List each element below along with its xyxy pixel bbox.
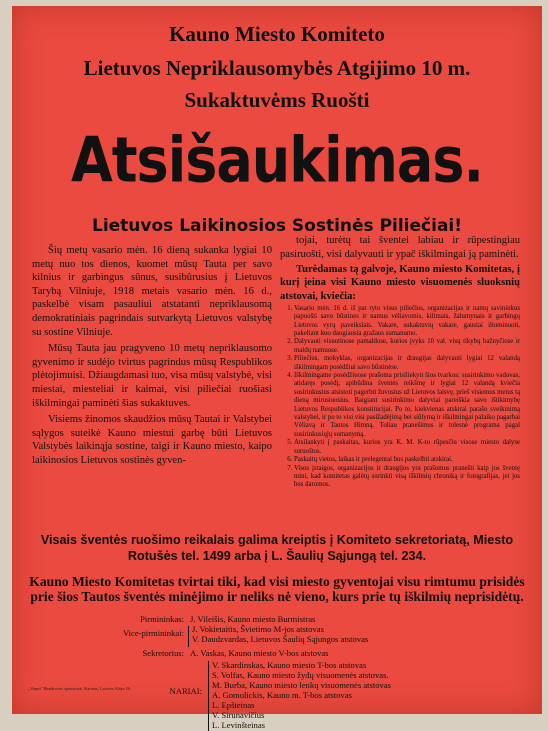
vice-chair-1: J. Vokietaitis, Švietimo M-jos atstovas: [192, 624, 324, 634]
member-item: L. Levinšteinas: [212, 720, 265, 730]
member-item: V. Skardinskas, Kauno miesto T-bos atstovas: [212, 660, 367, 670]
list-item: 3. Piliečius, mokyklas, organizacijas ir draugijas dalyvauti lygiai 12 valandą iškilmingam posėdžiui savo būstinėse.: [294, 355, 520, 372]
list-item: 2. Dalyvauti visuotinose pamaldose, kurios įvyks 10 val. visų tikybų bažnyčiose ir maldų namuose.: [294, 338, 520, 355]
member-item: M. Burba, Kauno miesto lenkų visuomenės atstovas: [212, 680, 392, 690]
members-label: NARIAI:: [169, 686, 202, 696]
list-item: 7. Visos įstaigos, organizacijos ir draugijos yra prašomos pranešti kaip jos šventę mini, kad komitetas galėtų surinkti visą iškilmių chroniką ir fotografijas, jei jos bus daromos.: [294, 465, 520, 490]
right-paragraph-1: tojai, turėtų tai šventei labiau ir rūpestingiau pasiruošti, visi dalyvauti ir ypač iškilmingai ją paminėti.: [280, 235, 520, 260]
chair-label: Pirmininkas:: [140, 614, 184, 624]
list-item: 5. Atsilankyti į paskaitas, kurios yra K. M. K-to rūpesčiu visose miesto dalyse suruoštos.: [294, 439, 520, 456]
contact-info: Visais šventės ruošimo reikalais galima kreiptis į Komiteto sekretoriatą, Miesto Rotušės tel. 1499 arba į L. Šaulių Sąjungą tel. 234.: [40, 533, 514, 563]
vice-bracket: [188, 626, 189, 647]
right-column: [280, 234, 520, 490]
header-line-3: Sukaktuvėms Ruošti: [184, 88, 370, 112]
poster-sheet: [12, 6, 542, 730]
header-line-1: Kauno Miesto Komiteto: [169, 22, 385, 46]
secretary-name: A. Vaskas, Kauno miesto V-bos atstovas: [190, 648, 329, 658]
members-bracket: [208, 661, 209, 731]
left-paragraph-2: Mūsų Tauta jau pragyveno 10 metų nepriklausomo gyvenimo ir sudėjo tvirtus pagrindus mūsų Respublikos plėtojimuisi. Džiaugdamasi tuo, visa mūsų valstybė, visi miestai, miesteliai ir kaimai, visi piliečiai ruošiasi iškilmingai paminėti šias sukaktuves.: [32, 343, 272, 409]
header-line-2: Lietuvos Nepriklausomybės Atgijimo 10 m.: [83, 56, 471, 80]
appeal-list: [280, 305, 520, 490]
list-item: 4. Iškilmingame posėdžiuose prašoma prisiliekyti šios tvarkos: susirinkimo vadovas, atidaręs posėdį, apibūdina šventės reikšmę ir lygiai 12 valandą kviečia susirinkusius atsistoti pagerbti žuvusius už Lietuvos laisvę, prieš visiemus metus tą dieną mirusiuosius. Baigiant susirinkimo dalyviai pareiškia savo ištikimybę Lietuvos Respublikos konstitucijai. Po to, kiekvienas atskirai parašo sveikinimą valstybei, ir po to visi visi pasižadėjimą bei siūlymą ir iškilmingai palaiko pagarbai Vėliavą ir Tautos Himną. Toliau pranešimus ir tolesnė programa pagal susirinkusiųjų sumanymą.: [294, 372, 520, 439]
printer-imprint: „Varpo" Bendrovės spaustuvė, Kaunas, Laisvės Alėja 26.: [28, 686, 131, 691]
left-column: [32, 244, 272, 468]
list-item: 1. Vasario mėn. 16 d. iš pat ryto visus piliečius, organizacijas ir namų savininkus papuošti savo būstines ir namus vėliavomis, kilimais, žalumynais ir garbingų Lietuvos vyrų paveikslais. Vakare, sukaktuvių vakare, gausiai iliuminuoti, pakeliant kuo daugiausia gražaus sumanumo.: [294, 305, 520, 339]
member-item: A. Gomolickis, Kauno m. T-bos atstovas: [212, 690, 352, 700]
secretary-label: Sekretorius:: [142, 648, 184, 658]
poster-title: Atsišaukimas.: [70, 124, 484, 197]
closing-statement: Kauno Miesto Komitetas tvirtai tiki, kad visi miesto gyventojai visu rimtumu prisidės prie šios Tautos šventės minėjimo ir neliks nė vieno, kurs prie tų iškilmių neprisidėtų.: [29, 574, 525, 604]
list-item: 6. Paskaitų vietos, laikas ir prelegentai bus paskelbti atskirai.: [294, 456, 520, 464]
member-item: V. Sirunavičius: [212, 710, 265, 720]
left-paragraph-3: Visiems žinomos skaudžios mūsų Tautai ir Valstybei sąlygos suteikė Kauno miestui garbę būti Lietuvos Valstybės laikinąja sostine, taigi ir Kauno miesto, kaipo laikinosios Lietuvos sostinės gyven-: [32, 414, 272, 466]
left-paragraph-1: Šių metų vasario mėn. 16 dieną sukanka lygiai 10 metų nuo tos dienos, kuomet mūsų Tauta per savo kilnius ir garbingus sūnus, susibūrusius į Lietuvos Tarybą Vilniuje, 1918 metais vasario mėn. 16 d., paskelbė visam pasauliui atstatanti nepriklausomą demokratiniais pagrindais sutvarkytą Lietuvos valstybę su sostine Vilniuje.: [32, 245, 272, 338]
poster-subtitle: Lietuvos Laikinosios Sostinės Piliečiai!: [91, 216, 462, 236]
member-item: S. Volfas, Kauno miesto žydų visuomenės atstovas.: [212, 670, 389, 680]
vice-chair-2: V. Daudzvardas, Lietuvos Šaulių Sąjungos atstovas: [192, 634, 369, 644]
member-item: L. Epšteinas: [212, 700, 255, 710]
chair-name: J. Vileišis, Kauno miesto Burmistras: [190, 614, 316, 624]
vice-label: Vice-pirmininkai:: [122, 628, 184, 638]
appeal-heading: Turėdamas tą galvoje, Kauno miesto Komitetas, į kurį įeina visi Kauno miesto visuomenės sluoksnių atstovai, kviečia:: [280, 264, 520, 302]
